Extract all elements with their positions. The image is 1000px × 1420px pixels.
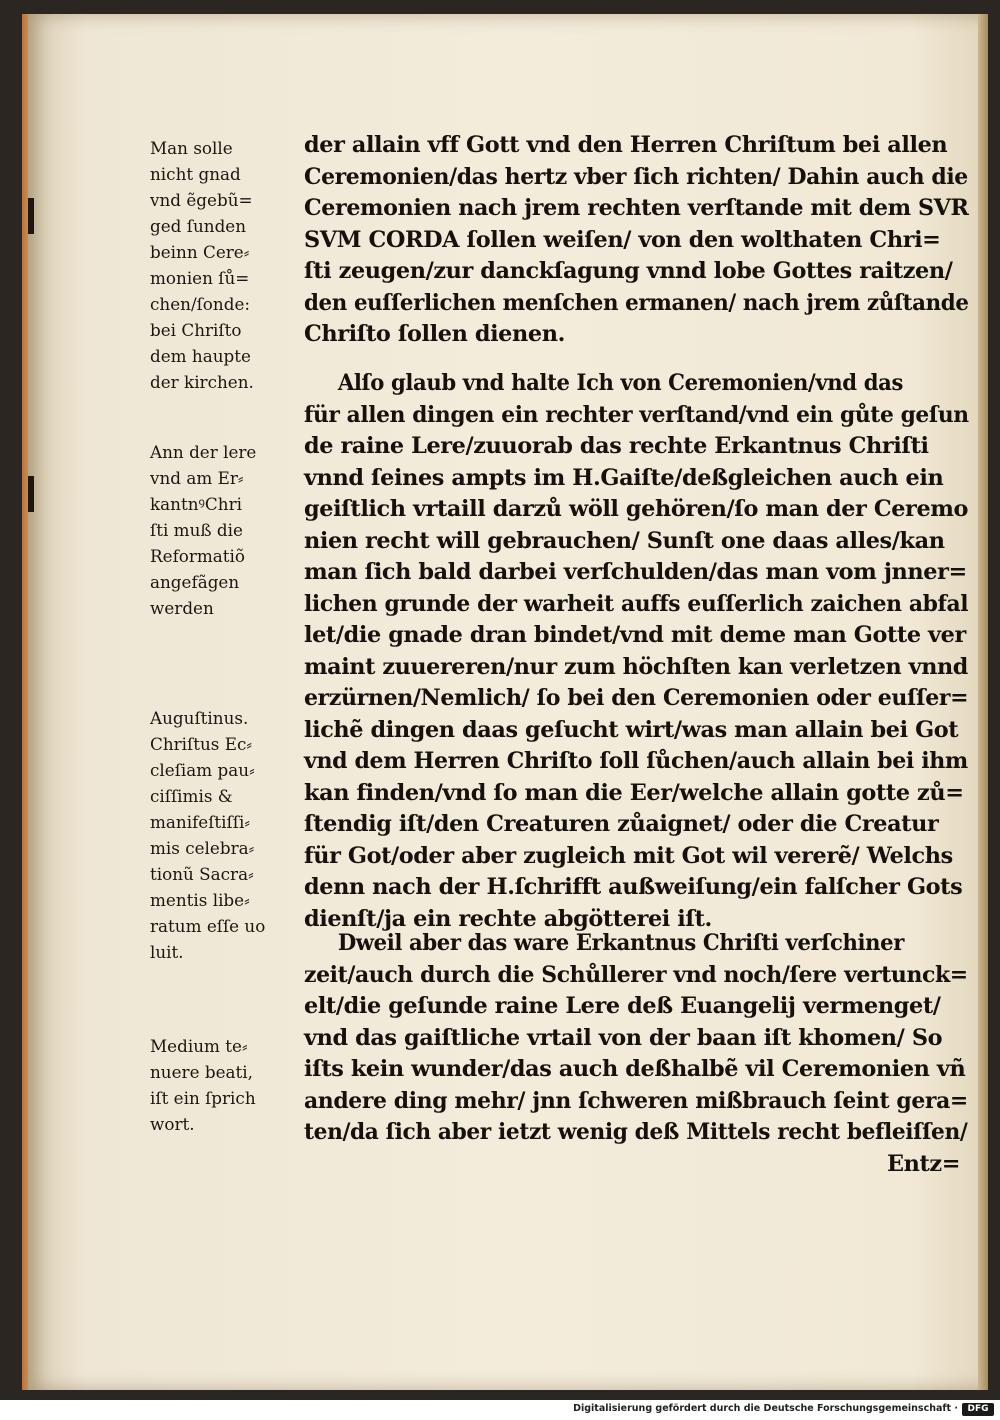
margin-line: angefãgen: [150, 573, 240, 593]
margin-line: nicht gnad: [150, 165, 241, 185]
text-line: denn nach der H.ſchrifft außweiſung/ein falſcher Gots: [304, 874, 963, 900]
catchword: Entz=: [886, 1150, 961, 1177]
margin-line: beinn Cere⸗: [150, 243, 250, 263]
margin-line: mis celebra⸗: [150, 839, 255, 859]
margin-line: iſt ein ſprich: [150, 1089, 256, 1109]
margin-line: vnd am Er⸗: [150, 469, 244, 489]
text-line: SVM CORDA ſollen weiſen/ von den wolthaten Chri=: [304, 226, 941, 253]
main-paragraph-2: [304, 368, 972, 935]
text-line: ten/da ſich aber ietzt wenig deß Mittels recht befleiſſen/: [304, 1119, 968, 1145]
text-line: andere ding mehr/ jnn ſchweren mißbrauch ſeint gera=: [304, 1087, 968, 1114]
margin-line: manifeſtiſſi⸗: [150, 813, 250, 833]
margin-line: monien ſů=: [150, 269, 250, 289]
margin-note-1: [150, 136, 300, 396]
text-line: vnnd ſeines ampts im H.Gaiſte/deßgleichen auch ein: [304, 464, 944, 491]
margin-line: ſti muß die: [150, 521, 243, 541]
text-line: iſts kein wunder/das auch deßhalbẽ vil Ceremonien vñ: [304, 1056, 966, 1082]
book-edge-right: [978, 14, 988, 1390]
text-line: let/die gnade dran bindet/vnd mit deme man Gotte ver: [304, 622, 966, 648]
margin-line: der kirchen.: [150, 373, 254, 393]
main-paragraph-3: [304, 928, 972, 1180]
margin-line: tionũ Sacra⸗: [150, 865, 254, 885]
text-line: de raine Lere/zuuorab das rechte Erkantnus Chriſti: [304, 433, 929, 459]
margin-line: werden: [150, 599, 214, 619]
margin-line: dem haupte: [150, 347, 251, 367]
funding-notice: Digitalisierung gefördert durch die Deutsche Forschungsgemeinschaft ·: [573, 1403, 958, 1414]
text-line: Chriſto ſollen dienen.: [304, 321, 565, 347]
footer-bar: [0, 1400, 1000, 1420]
margin-line: vnd ẽgebũ=: [150, 191, 253, 211]
text-line: lichẽ dingen daas geſucht wirt/was man allain bei Got: [304, 716, 959, 743]
text-line: dienſt/ja ein rechte abgötterei iſt.: [304, 905, 712, 932]
text-line: Dweil aber das ware Erkantnus Chriſti verſchiner: [337, 930, 905, 956]
margin-line: cleſiam pau⸗: [150, 761, 255, 781]
text-line: man ſich bald darbei verſchulden/das man vom jnner=: [304, 559, 967, 585]
text-line: ſtendig iſt/den Creaturen zůaignet/ oder die Creatur: [304, 811, 939, 837]
margin-line: Man solle: [150, 139, 233, 159]
text-line: nien recht will gebrauchen/ Sunſt one daas alles/kan: [304, 527, 945, 554]
text-line: maint zuuereren/nur zum höchſten kan verletzen vnnd: [304, 653, 968, 680]
margin-line: Auguſtinus.: [150, 709, 249, 729]
text-line: kan finden/vnd ſo man die Eer/welche allain gotte zů=: [304, 779, 964, 806]
page-tab-mark: [28, 476, 34, 512]
text-line: erzürnen/Nemlich/ ſo bei den Ceremonien oder euſſer=: [304, 685, 969, 711]
text-line: ſti zeugen/zur danckſagung vnnd lobe Gottes raitzen/: [304, 258, 953, 284]
margin-line: Reformatiõ: [150, 547, 246, 567]
text-line: für allen dingen ein rechter verſtand/vnd ein gůte geſun: [304, 401, 969, 428]
text-line: lichen grunde der warheit auffs euſſerlich zaichen abfal: [304, 590, 969, 617]
margin-line: kantnꝰChri: [150, 495, 242, 515]
margin-note-2: [150, 440, 300, 622]
margin-line: Chriſtus Ec⸗: [150, 735, 252, 755]
margin-line: luit.: [150, 943, 184, 963]
margin-line: ciſſimis &: [150, 787, 233, 807]
text-line: der allain vff Gott vnd den Herren Chriſtum bei allen: [304, 132, 948, 158]
text-line: elt/die geſunde raine Lere deß Euangelij vermenget/: [304, 993, 941, 1019]
page-tab-mark: [28, 198, 34, 234]
text-line: für Got/oder aber zugleich mit Got wil vererẽ/ Welchs: [304, 842, 953, 869]
margin-line: nuere beati,: [150, 1063, 253, 1083]
margin-line: Ann der lere: [150, 443, 257, 463]
text-line: zeit/auch durch die Schůllerer vnd noch/ſere vertunck=: [304, 961, 968, 988]
margin-line: chen/ſonde:: [150, 295, 251, 315]
main-paragraph-1: [304, 130, 972, 351]
text-line: Ceremonien nach jrem rechten verſtande mit dem SVR: [304, 195, 969, 221]
margin-line: bei Chriſto: [150, 321, 242, 341]
text-line: Alſo glaub vnd halte Ich von Ceremonien/vnd das: [337, 370, 903, 396]
margin-note-3: [150, 706, 300, 966]
text-line: geiſtlich vrtaill darzů wöll gehören/ſo man der Ceremo: [304, 496, 969, 522]
margin-line: ratum eſſe uo: [150, 917, 266, 937]
margin-line: mentis libe⸗: [150, 891, 250, 911]
text-line: vnd das gaiſtliche vrtail von der baan iſt khomen/ So: [304, 1024, 943, 1051]
text-line: den euſſerlichen menſchen ermanen/ nach jrem zůſtande: [304, 289, 969, 316]
text-line: vnd dem Herren Chriſto ſoll ſůchen/auch allain bei ihm: [304, 748, 968, 774]
dfg-logo-icon: DFG: [962, 1403, 994, 1416]
text-line: Ceremonien/das hertz vber ſich richten/ Dahin auch die: [304, 163, 968, 190]
margin-note-4: [150, 1034, 300, 1138]
margin-line: ged ſunden: [150, 217, 247, 237]
margin-line: Medium te⸗: [150, 1037, 248, 1057]
margin-line: wort.: [150, 1115, 195, 1135]
